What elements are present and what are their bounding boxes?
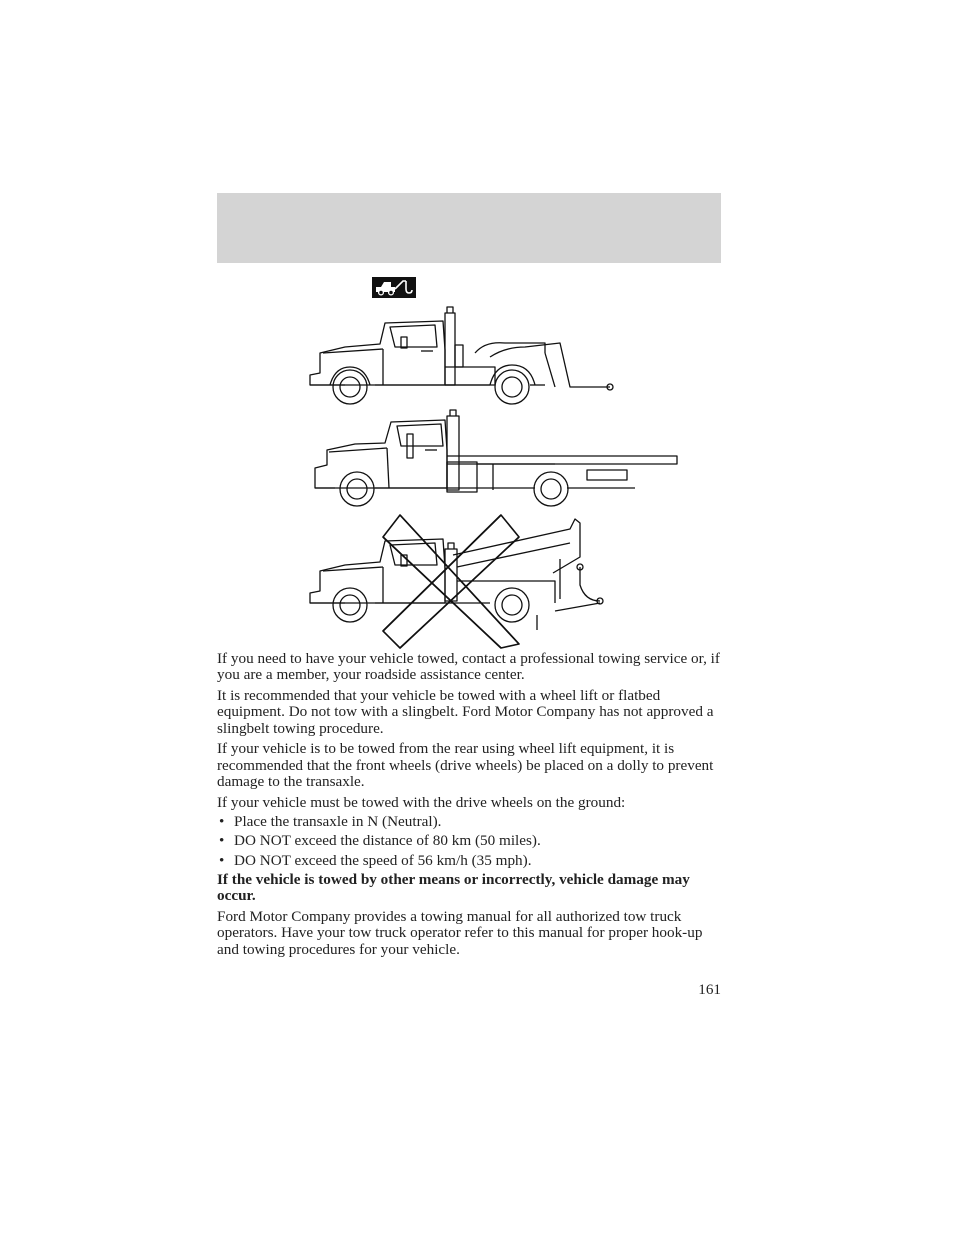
list-item [217, 853, 723, 869]
rear-tow-dolly-paragraph: If your vehicle is to be towed from the rear using wheel lift equipment, it is recommended that the front wheels (drive wheels) be placed on a dolly to prevent damage to the transaxle. [217, 740, 714, 790]
drive-wheels-ground-paragraph: If your vehicle must be towed with the drive wheels on the ground: [217, 793, 626, 811]
bullet-icon: • [219, 832, 225, 850]
list-item [217, 833, 723, 849]
section-header-band [217, 193, 721, 263]
list-item-text: DO NOT exceed the speed of 56 km/h (35 mph). [234, 851, 532, 869]
bullet-icon: • [219, 851, 225, 869]
flatbed-tow-truck-figure [315, 410, 677, 506]
bullet-icon: • [219, 812, 225, 830]
list-item-text: Place the transaxle in N (Neutral). [234, 812, 442, 830]
body-text [217, 651, 723, 962]
towing-manual-paragraph: Ford Motor Company provides a towing manual for all authorized tow truck operators. Have your tow truck operator refer to this manual for proper hook-up and towing procedures for your vehicle. [217, 908, 703, 958]
towing-methods-illustration [305, 305, 685, 650]
wheel-lift-tow-truck-figure [310, 307, 613, 404]
list-item [217, 814, 723, 830]
list-item-text: DO NOT exceed the distance of 80 km (50 miles). [234, 832, 541, 850]
slingbelt-tow-truck-figure [310, 515, 603, 648]
wheel-lift-recommendation-paragraph: It is recommended that your vehicle be towed with a wheel lift or flatbed equipment. Do not tow with a slingbelt. Ford Motor Company has not approved a slingbelt towing procedure. [217, 686, 714, 737]
damage-warning: If the vehicle is towed by other means or incorrectly, vehicle damage may occur. [217, 871, 690, 905]
towing-contact-paragraph: If you need to have your vehicle towed, contact a professional towing service or, if you are a member, your roadside assistance center. [217, 650, 720, 684]
towing-rules-list [217, 814, 723, 869]
tow-truck-icon [372, 277, 416, 298]
page-number: 161 [698, 981, 721, 998]
